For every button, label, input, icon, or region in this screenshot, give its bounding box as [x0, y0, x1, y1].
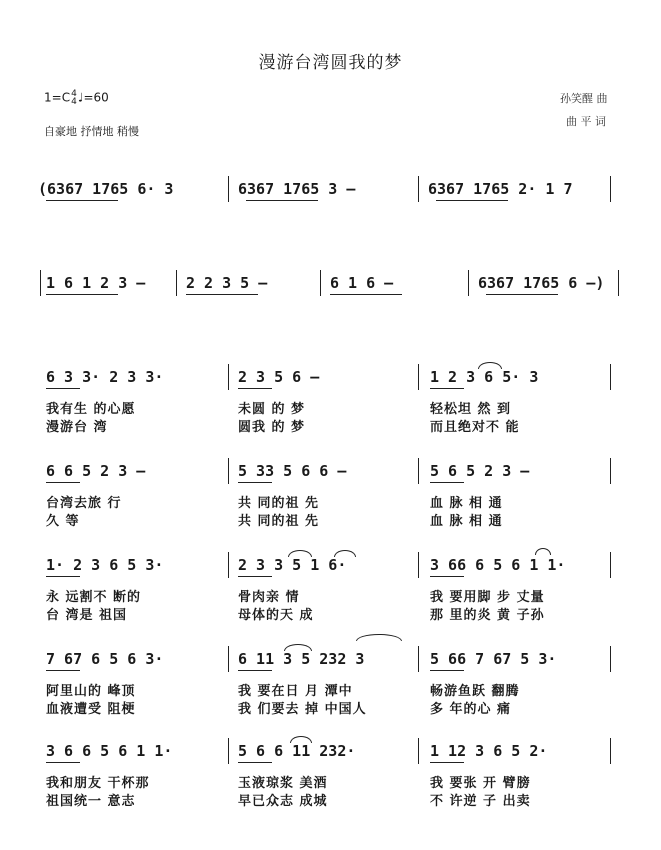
slur-arc — [478, 362, 502, 369]
beam-line — [430, 670, 464, 671]
beam-line — [430, 388, 464, 389]
bar-line — [610, 364, 611, 390]
lyric-line-2: 血 脉 相 通 — [430, 514, 503, 529]
beam-line — [246, 200, 318, 201]
bar-line — [228, 646, 229, 672]
key-signature — [44, 90, 109, 106]
lyric-line-1: 未圆 的 梦 — [238, 402, 306, 417]
slur-arc — [356, 634, 402, 641]
lyric-line-2: 那 里的炎 黄 子孙 — [430, 608, 545, 623]
beam-line — [238, 576, 272, 577]
lyric-line-1: 畅游鱼跃 翻腾 — [430, 684, 520, 699]
lyric-line-1: 我 要张 开 臂膀 — [430, 776, 531, 791]
lyric-line-1: 台湾去旅 行 — [46, 496, 122, 511]
lyric-line-2: 而且绝对不 能 — [430, 420, 520, 435]
bar-line — [610, 176, 611, 202]
lyric-line-2: 早已众志 成城 — [238, 794, 328, 809]
measure-notes: 2 3 5 6 – — [238, 368, 320, 386]
bar-line — [610, 738, 611, 764]
slur-arc — [535, 548, 551, 555]
bar-line — [418, 646, 419, 672]
beam-line — [46, 762, 80, 763]
bar-line — [610, 646, 611, 672]
tempo-marking: ♩=60 — [77, 90, 109, 105]
lyric-line-1: 血 脉 相 通 — [430, 496, 503, 511]
bar-line — [418, 176, 419, 202]
slur-arc — [284, 644, 312, 651]
lyric-line-2: 共 同的祖 先 — [238, 514, 320, 529]
measure-notes: 2 3 3 5 1 6· — [238, 556, 347, 574]
slur-arc — [288, 550, 312, 557]
beam-line — [46, 200, 118, 201]
measure-notes: (6367 1765 6· 3 — [38, 180, 174, 198]
measure-notes: 1 6 1 2 3 – — [46, 274, 146, 292]
beam-line — [430, 482, 464, 483]
beam-line — [46, 576, 80, 577]
lyric-line-2: 圆我 的 梦 — [238, 420, 306, 435]
song-title: 漫游台湾圆我的梦 — [258, 53, 403, 73]
lyric-line-2: 我 们要去 掉 中国人 — [238, 702, 367, 717]
beam-line — [46, 388, 80, 389]
bar-line — [228, 458, 229, 484]
beam-line — [486, 294, 558, 295]
key-label: 1=C — [44, 90, 71, 105]
lyric-line-1: 玉液琼浆 美酒 — [238, 776, 328, 791]
bar-line — [610, 552, 611, 578]
measure-notes: 1 2 3 6 5· 3 — [430, 368, 539, 386]
measure-notes: 6367 1765 6 –) — [478, 274, 605, 292]
lyric-line-2: 久 等 — [46, 514, 80, 529]
lyric-line-1: 我 要在日 月 潭中 — [238, 684, 353, 699]
lyric-line-2: 母体的天 成 — [238, 608, 314, 623]
measure-notes: 5 6 5 2 3 – — [430, 462, 530, 480]
bar-line — [418, 552, 419, 578]
lyric-line-1: 我和朋友 干杯那 — [46, 776, 150, 791]
composer-credit: 孙笑醒 曲 — [560, 92, 608, 105]
beam-line — [238, 482, 272, 483]
lyric-line-2: 多 年的心 痛 — [430, 702, 512, 717]
lyric-line-2: 台 湾是 祖国 — [46, 608, 128, 623]
beam-line — [186, 294, 258, 295]
slur-arc — [290, 736, 312, 743]
measure-notes: 6 3 3· 2 3 3· — [46, 368, 164, 386]
measure-notes: 6 6 5 2 3 – — [46, 462, 146, 480]
beam-line — [46, 670, 80, 671]
beam-line — [330, 294, 402, 295]
bar-line — [176, 270, 177, 296]
beam-line — [430, 576, 464, 577]
bar-line — [228, 552, 229, 578]
measure-notes: 6 11 3 5 232 3 — [238, 650, 365, 668]
measure-notes: 6367 1765 3 – — [238, 180, 356, 198]
beam-line — [46, 294, 118, 295]
measure-notes: 3 6 6 5 6 1 1· — [46, 742, 173, 760]
lyric-line-1: 我有生 的心愿 — [46, 402, 136, 417]
bar-line — [618, 270, 619, 296]
lyric-line-1: 骨肉亲 情 — [238, 590, 300, 605]
bar-line — [418, 738, 419, 764]
beam-line — [238, 762, 272, 763]
beam-line — [436, 200, 508, 201]
measure-notes: 5 33 5 6 6 – — [238, 462, 347, 480]
slur-arc — [334, 550, 356, 557]
lyric-line-2: 血液遭受 阻梗 — [46, 702, 136, 717]
measure-notes: 1 12 3 6 5 2· — [430, 742, 548, 760]
bar-line — [320, 270, 321, 296]
bar-line — [40, 270, 41, 296]
bar-line — [610, 458, 611, 484]
bar-line — [228, 364, 229, 390]
lyric-line-2: 漫游台 湾 — [46, 420, 108, 435]
measure-notes: 5 6 6 11 232· — [238, 742, 356, 760]
lyric-line-1: 轻松坦 然 到 — [430, 402, 512, 417]
bar-line — [418, 364, 419, 390]
lyric-line-1: 永 远割不 断的 — [46, 590, 142, 605]
bar-line — [228, 176, 229, 202]
time-signature-numerator: 4 — [71, 89, 77, 99]
lyric-line-1: 我 要用脚 步 丈量 — [430, 590, 545, 605]
beam-line — [46, 482, 80, 483]
expression-marking: 自豪地 抒情地 稍慢 — [44, 125, 139, 138]
lyric-line-2: 祖国统一 意志 — [46, 794, 136, 809]
measure-notes: 1· 2 3 6 5 3· — [46, 556, 164, 574]
bar-line — [418, 458, 419, 484]
measure-notes: 5 66 7 67 5 3· — [430, 650, 557, 668]
lyric-line-1: 阿里山的 峰顶 — [46, 684, 136, 699]
lyric-line-1: 共 同的祖 先 — [238, 496, 320, 511]
measure-notes: 3 66 6 5 6 1 1· — [430, 556, 566, 574]
beam-line — [238, 388, 272, 389]
measure-notes: 6 1 6 – — [330, 274, 394, 292]
measure-notes: 6367 1765 2· 1 7 — [428, 180, 573, 198]
measure-notes: 2 2 3 5 – — [186, 274, 268, 292]
bar-line — [468, 270, 469, 296]
lyricist-credit: 曲 平 词 — [566, 115, 606, 128]
measure-notes: 7 67 6 5 6 3· — [46, 650, 164, 668]
beam-line — [238, 670, 272, 671]
beam-line — [430, 762, 464, 763]
bar-line — [228, 738, 229, 764]
lyric-line-2: 不 许逆 子 出卖 — [430, 794, 531, 809]
time-signature-denominator: 4 — [71, 97, 77, 107]
